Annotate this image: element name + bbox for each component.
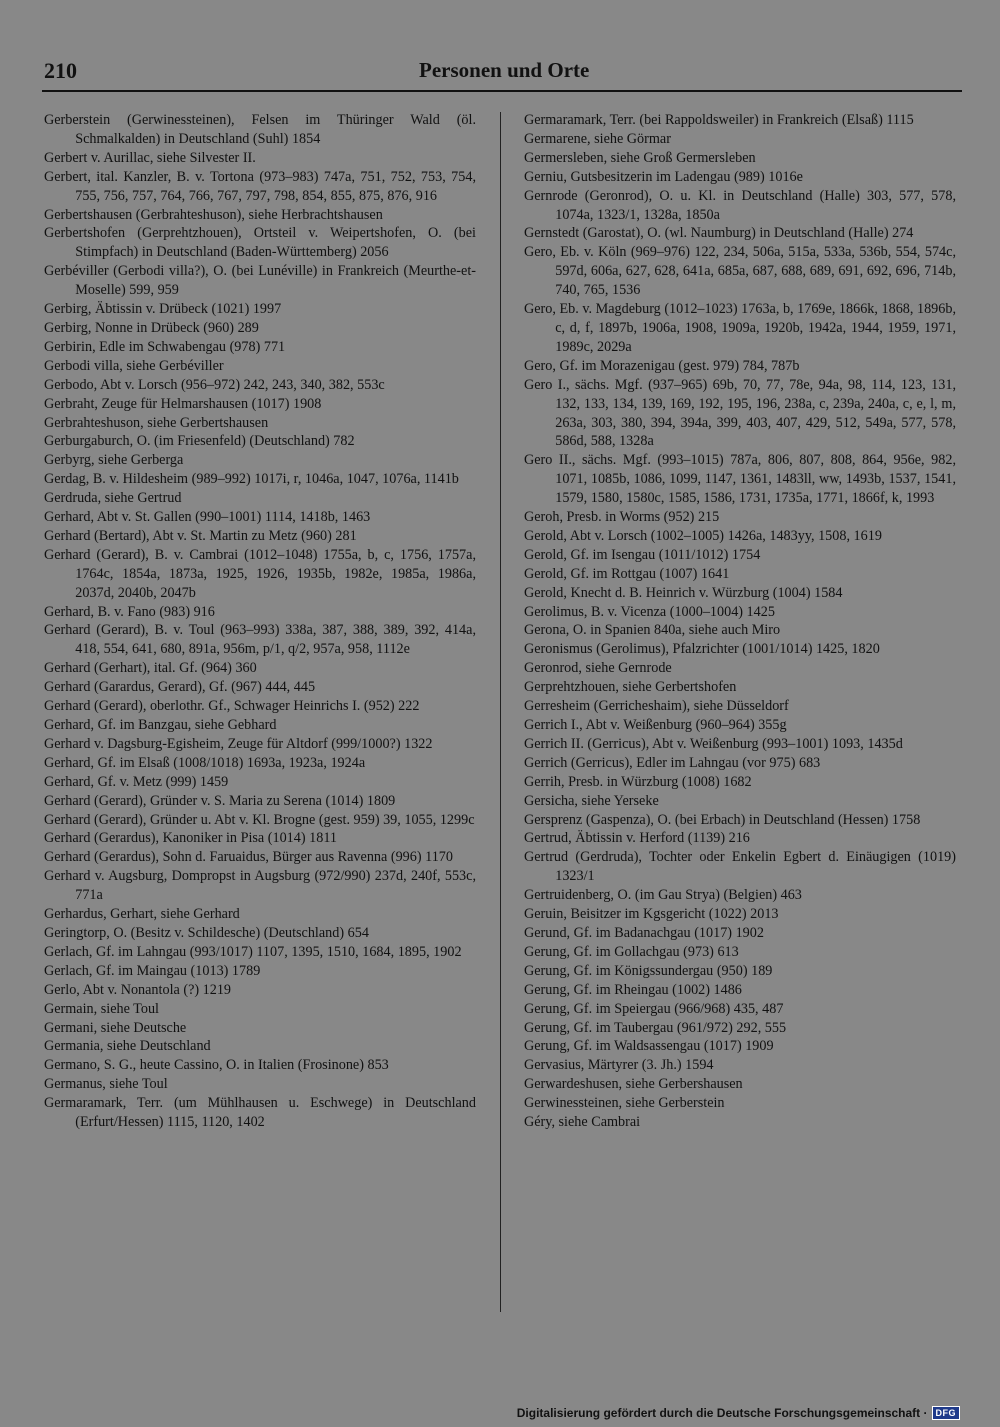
dfg-logo-icon: DFG [932, 1406, 961, 1420]
index-entry: Gerold, Gf. im Rottgau (1007) 1641 [524, 565, 730, 582]
index-entry: Gerrih, Presb. in Würzburg (1008) 1682 [524, 773, 752, 790]
index-entry: Gerbirin, Edle im Schwabengau (978) 771 [44, 338, 286, 355]
footer [517, 1406, 960, 1420]
index-entry: Gerhard (Gerard), B. v. Cambrai (1012–1048) 1755a, b, c, 1756, 1757a, 1764c, 1854a, 1873a, 1925, 1926, 1935b, 1982e, 1985a, 1986a, 2037d, 2040b, 2047b [44, 546, 476, 601]
header-rule [42, 90, 962, 92]
index-entry: Gerung, Gf. im Waldsassengau (1017) 1909 [524, 1038, 774, 1055]
index-entry: Germani, siehe Deutsche [44, 1019, 187, 1036]
index-entry: Gerhard, Gf. im Elsaß (1008/1018) 1693a, 1923a, 1924a [44, 754, 366, 771]
index-entry: Gersprenz (Gaspenza), O. (bei Erbach) in Deutschland (Hessen) 1758 [524, 811, 921, 828]
index-entry: Gervasius, Märtyrer (3. Jh.) 1594 [524, 1057, 714, 1074]
index-entry: Geronrod, siehe Gernrode [524, 660, 672, 677]
index-entry: Gerbyrg, siehe Gerberga [44, 452, 184, 469]
index-entry: Gerbirg, Nonne in Drübeck (960) 289 [44, 319, 259, 336]
index-entry: Gerhard (Gerardus), Kanoniker in Pisa (1014) 1811 [44, 830, 337, 847]
index-entry: Gerhard v. Augsburg, Dompropst in Augsburg (972/990) 237d, 240f, 553c, 771a [44, 868, 476, 904]
index-entry: Gerbertshausen (Gerbrahteshuson), siehe Herbrachtshausen [44, 206, 383, 223]
index-entry: Gerbertshofen (Gerprehtzhouen), Ortsteil v. Weipertshofen, O. (bei Stimpfach) in Deutschland (Baden-Württemberg) 2056 [44, 225, 476, 261]
column-divider [500, 112, 501, 1312]
index-entry: Gerhard (Gerhart), ital. Gf. (964) 360 [44, 660, 257, 677]
index-entry: Gerbert v. Aurillac, siehe Silvester II. [44, 149, 256, 166]
index-entry: Gerhard (Gerard), B. v. Toul (963–993) 338a, 387, 388, 389, 392, 414a, 418, 554, 641, 680, 891a, 956m, p/1, q/2, 957a, 958, 1112e [44, 622, 476, 658]
index-entry: Gerhard v. Dagsburg-Egisheim, Zeuge für Altdorf (999/1000?) 1322 [44, 735, 433, 752]
index-entry: Gerberstein (Gerwinessteinen), Felsen im Thüringer Wald (öl. Schmalkalden) in Deutschland (Suhl) 1854 [44, 112, 476, 147]
index-entry: Gertrud, Äbtissin v. Herford (1139) 216 [524, 830, 750, 847]
index-entry: Gerbrahteshuson, siehe Gerbertshausen [44, 414, 269, 431]
index-entry: Gerdag, B. v. Hildesheim (989–992) 1017i, r, 1046a, 1047, 1076a, 1141b [44, 471, 459, 488]
index-entry: Gerlo, Abt v. Nonantola (?) 1219 [44, 981, 232, 998]
index-entry: Gerhard, Abt v. St. Gallen (990–1001) 1114, 1418b, 1463 [44, 509, 371, 526]
index-entry: Gerona, O. in Spanien 840a, siehe auch Miro [524, 622, 781, 639]
index-entry: Germarene, siehe Görmar [524, 130, 671, 147]
index-entry: Gerhard (Gerard), Gründer u. Abt v. Kl. Brogne (gest. 959) 39, 1055, 1299c [44, 811, 475, 828]
index-entry: Germain, siehe Toul [44, 1000, 159, 1017]
index-entry: Gerbirg, Äbtissin v. Drübeck (1021) 1997 [44, 301, 282, 318]
index-entry: Gerolimus, B. v. Vicenza (1000–1004) 1425 [524, 603, 775, 620]
index-entry: Gerlach, Gf. im Lahngau (993/1017) 1107, 1395, 1510, 1684, 1895, 1902 [44, 943, 462, 960]
index-entry: Gerresheim (Gerricheshaim), siehe Düsseldorf [524, 698, 789, 715]
index-entry: Geronismus (Gerolimus), Pfalzrichter (1001/1014) 1425, 1820 [524, 641, 880, 658]
index-entry: Gerburgaburch, O. (im Friesenfeld) (Deutschland) 782 [44, 433, 355, 450]
right-column [524, 111, 956, 1132]
index-entry: Gerbéviller (Gerbodi villa?), O. (bei Lunéville) in Frankreich (Meurthe-et-Moselle) 599, 959 [44, 263, 476, 299]
index-entry: Gerhard (Bertard), Abt v. St. Martin zu Metz (960) 281 [44, 527, 357, 544]
index-entry: Gerbert, ital. Kanzler, B. v. Tortona (973–983) 747a, 751, 752, 753, 754, 755, 756, 757, 764, 766, 767, 797, 798, 854, 855, 875, 876, 916 [44, 168, 476, 204]
footer-credit: Digitalisierung gefördert durch die Deutsche Forschungsgemeinschaft · [516, 1406, 928, 1420]
index-entry: Geruin, Beisitzer im Kgsgericht (1022) 2013 [524, 906, 779, 923]
index-entry: Germano, S. G., heute Cassino, O. in Italien (Frosinone) 853 [44, 1057, 389, 1074]
index-entry: Gerhard (Gerard), Gründer v. S. Maria zu Serena (1014) 1809 [44, 792, 396, 809]
index-entry: Gerrich (Gerricus), Edler im Lahngau (vor 975) 683 [524, 754, 821, 771]
index-entry: Germaramark, Terr. (bei Rappoldsweiler) in Frankreich (Elsaß) 1115 [524, 112, 914, 128]
index-entry: Gerold, Knecht d. B. Heinrich v. Würzburg (1004) 1584 [524, 584, 843, 601]
index-entry: Gerung, Gf. im Rheingau (1002) 1486 [524, 981, 742, 998]
index-entry: Germanus, siehe Toul [44, 1076, 168, 1093]
index-entry: Gerdruda, siehe Gertrud [44, 490, 182, 507]
index-entry: Gerhardus, Gerhart, siehe Gerhard [44, 906, 240, 923]
index-entry: Gero II., sächs. Mgf. (993–1015) 787a, 806, 807, 808, 864, 956e, 982, 1071, 1085b, 1086, 1099, 1147, 1361, 1483ll, ww, 1493b, 1537, 1541, 1579, 1580, 1580c, 1585, 1586, 1731, 1735a, 1771, 1866f, k, 1993 [524, 452, 956, 507]
index-entry: Gersicha, siehe Yerseke [524, 792, 659, 809]
index-entry: Germaramark, Terr. (um Mühlhausen u. Eschwege) in Deutschland (Erfurt/Hessen) 1115, 1120, 1402 [44, 1095, 476, 1131]
index-entry: Gerung, Gf. im Speiergau (966/968) 435, 487 [524, 1000, 784, 1017]
index-entry: Gerold, Gf. im Isengau (1011/1012) 1754 [524, 546, 761, 563]
index-entry: Gerlach, Gf. im Maingau (1013) 1789 [44, 962, 261, 979]
index-entry: Gero, Eb. v. Köln (969–976) 122, 234, 506a, 515a, 533a, 536b, 554, 574c, 597d, 606a, 627, 628, 641a, 685a, 687, 688, 689, 691, 692, 696, 714b, 740, 765, 1536 [524, 244, 956, 299]
index-entry: Germersleben, siehe Groß Germersleben [524, 149, 756, 166]
index-entry: Gerhard (Gerard), oberlothr. Gf., Schwager Heinrichs I. (952) 222 [44, 698, 420, 715]
index-entry: Gerniu, Gutsbesitzerin im Ladengau (989) 1016e [524, 168, 803, 185]
index-entry: Germania, siehe Deutschland [44, 1038, 211, 1055]
index-entry: Gerrich I., Abt v. Weißenburg (960–964) 355g [524, 717, 787, 733]
index-entry: Gero, Gf. im Morazenigau (gest. 979) 784, 787b [524, 357, 800, 374]
index-entry: Gerwardeshusen, siehe Gerbershausen [524, 1076, 743, 1093]
index-entry: Gerbodo, Abt v. Lorsch (956–972) 242, 243, 340, 382, 553c [44, 376, 385, 393]
index-entry: Geroh, Presb. in Worms (952) 215 [524, 509, 720, 526]
index-entry: Geringtorp, O. (Besitz v. Schildesche) (Deutschland) 654 [44, 924, 369, 941]
index-entry: Gerwinessteinen, siehe Gerberstein [524, 1095, 725, 1112]
index-entry: Gerung, Gf. im Taubergau (961/972) 292, 555 [524, 1019, 787, 1036]
index-entry: Gerrich II. (Gerricus), Abt v. Weißenburg (993–1001) 1093, 1435d [524, 735, 903, 752]
index-entry: Gero, Eb. v. Magdeburg (1012–1023) 1763a, b, 1769e, 1866k, 1868, 1896b, c, d, f, 1897b, 1906a, 1908, 1909a, 1920b, 1942a, 1944, 1959, 1971, 1989c, 2029a [524, 301, 956, 355]
index-entry: Gerprehtzhouen, siehe Gerbertshofen [524, 679, 737, 696]
index-entry: Gerhard, Gf. v. Metz (999) 1459 [44, 773, 229, 790]
index-entry: Gerung, Gf. im Gollachgau (973) 613 [524, 943, 739, 960]
index-entry: Gertruidenberg, O. (im Gau Strya) (Belgien) 463 [524, 887, 802, 904]
left-column [44, 111, 476, 1132]
index-entry: Gerbodi villa, siehe Gerbéviller [44, 357, 224, 374]
index-entry: Gero I., sächs. Mgf. (937–965) 69b, 70, 77, 78e, 94a, 98, 114, 123, 131, 132, 133, 134, 139, 169, 192, 195, 196, 238a, c, 239a, 240a, c, e, l, m, 263a, 303, 380, 394, 394a, 399, 403, 407, 429, 512, 549a, 577, 578, 586d, 588, 1328a [524, 376, 956, 450]
index-entry: Gerhard (Gerardus), Sohn d. Faruaidus, Bürger aus Ravenna (996) 1170 [44, 849, 453, 866]
index-entry: Gerold, Abt v. Lorsch (1002–1005) 1426a, 1483yy, 1508, 1619 [524, 527, 882, 544]
page-number: 210 [44, 58, 77, 83]
running-head-title: Personen und Orte [419, 58, 590, 82]
index-entry: Gerhard, B. v. Fano (983) 916 [44, 603, 215, 620]
index-entry: Gertrud (Gerdruda), Tochter oder Enkelin Egbert d. Einäugigen (1019) 1323/1 [524, 849, 956, 885]
index-entry: Géry, siehe Cambrai [524, 1114, 641, 1131]
index-entry: Gerhard, Gf. im Banzgau, siehe Gebhard [44, 717, 277, 733]
index-entry: Gernstedt (Garostat), O. (wl. Naumburg) in Deutschland (Halle) 274 [524, 225, 914, 242]
index-entry: Gerbraht, Zeuge für Helmarshausen (1017) 1908 [44, 395, 322, 412]
index-entry: Gerund, Gf. im Badanachgau (1017) 1902 [524, 924, 764, 941]
index-entry: Gernrode (Geronrod), O. u. Kl. in Deutschland (Halle) 303, 577, 578, 1074a, 1323/1, 1328a, 1850a [524, 187, 956, 223]
index-entry: Gerhard (Garardus, Gerard), Gf. (967) 444, 445 [44, 679, 316, 696]
index-entry: Gerung, Gf. im Königssundergau (950) 189 [524, 962, 773, 979]
